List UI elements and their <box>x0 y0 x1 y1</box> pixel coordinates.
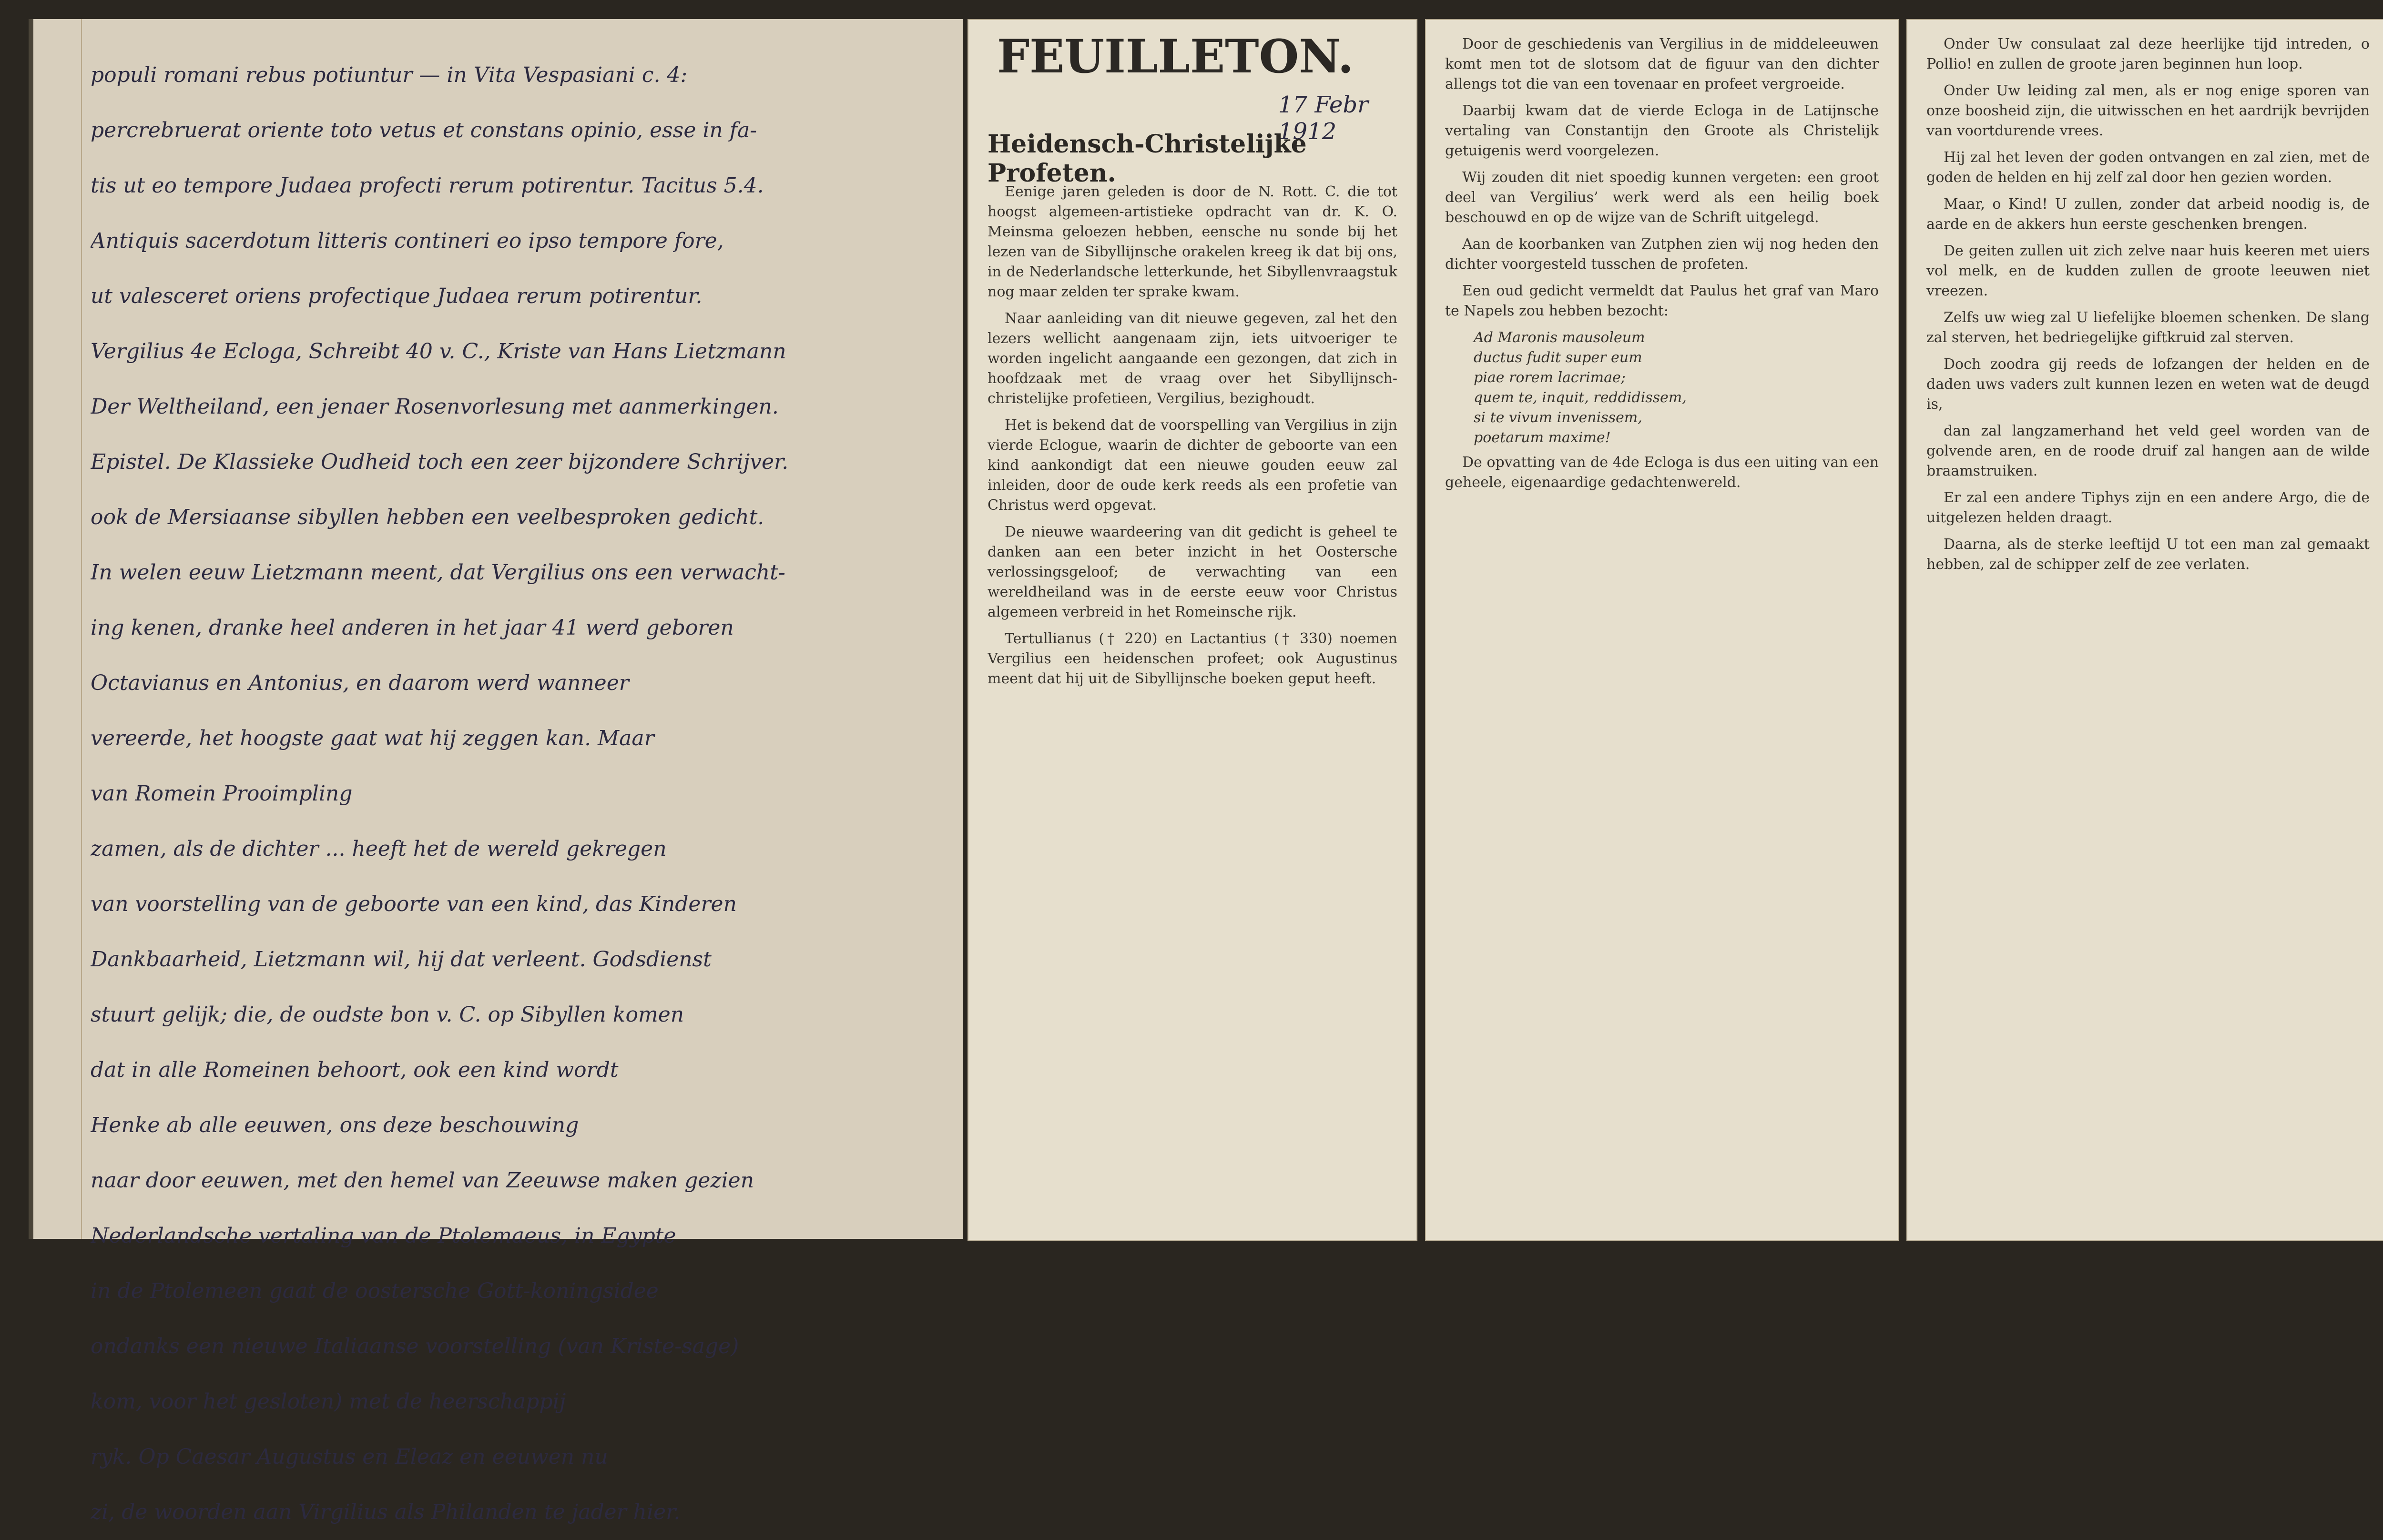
handwritten-line: tis ut eo tempore Judaea profecti rerum potirentur. Tacitus 5.4. <box>91 173 764 198</box>
paragraph: Doch zoodra gij reeds de lofzangen der helden en de daden uws vaders zult kunnen lezen en weten wat de deugd is, <box>1926 356 2370 413</box>
handwritten-line: vereerde, het hoogste gaat wat hij zeggen kan. Maar <box>91 726 654 750</box>
paragraph: Eenige jaren geleden is door de N. Rott. C. die tot hoogst algemeen-artistieke opdracht van dr. K. O. Meinsma geloezen hebben, eensche nu sonde bij het lezen van de Sibyllijnsche orakelen kreeg ik dat bij ons, in de Nederlandsche letterkunde, het Sibyllenvraagstuk nog maar zelden ter sprake kwam. <box>988 183 1397 300</box>
newspaper-clipping-2 <box>1425 19 1899 1241</box>
paragraph: De opvatting van de 4de Ecloga is dus een uiting van een geheele, eigenaardige gedachtenwereld. <box>1445 454 1879 491</box>
handwritten-line: Vergilius 4e Ecloga, Schreibt 40 v. C., Kriste van Hans Lietzmann <box>91 339 786 364</box>
handwritten-line: van voorstelling van de geboorte van een kind, das Kinderen <box>91 892 737 916</box>
verse-line: poetarum maxime! <box>1474 429 1611 446</box>
handwritten-line: dat in alle Romeinen behoort, ook een kind wordt <box>91 1058 619 1082</box>
verse-line: quem te, inquit, reddidissem, <box>1474 389 1687 406</box>
handwritten-line: Der Weltheiland, een jenaer Rosenvorlesung met aanmerkingen. <box>91 395 779 419</box>
handwritten-line: Epistel. De Klassieke Oudheid toch een zeer bijzondere Schrijver. <box>91 450 789 474</box>
paragraph: Zelfs uw wieg zal U liefelijke bloemen schenken. De slang zal sterven, het bedriegelijke giftkruid zal sterven. <box>1926 309 2370 346</box>
verse-line: Ad Maronis mausoleum <box>1474 329 1645 346</box>
handwritten-line: ondanks een nieuwe Italiaanse voorstelling (van Kriste-sage) <box>91 1334 739 1358</box>
article-column <box>1445 34 1879 1226</box>
newspaper-clipping-1 <box>967 19 1417 1241</box>
handwritten-line: ook de Mersiaanse sibyllen hebben een veelbesproken gedicht. <box>91 505 764 529</box>
paragraph: Er zal een andere Tiphys zijn en een andere Argo, die de uitgelezen helden draagt. <box>1926 489 2370 526</box>
article-column <box>988 182 1397 1230</box>
handwritten-line: naar door eeuwen, met den hemel van Zeeuwse maken gezien <box>91 1168 754 1193</box>
paragraph: Naar aanleiding van dit nieuwe gegeven, zal het den lezers wellicht aangenaam zijn, iets uitvoeriger te worden ingelicht aangaande een gezongen, dat zich in hoofdzaak met de vraag over het Sibyllijnsch-christelijke profetieen, Vergilius, bezighoudt. <box>988 310 1397 407</box>
newspaper-clipping-3 <box>1906 19 2383 1241</box>
paragraph: De nieuwe waardeering van dit gedicht is geheel te danken aan een beter inzicht in het Oostersche verlossingsgeloof; de verwachting van een wereldheiland was in de eerste eeuw voor Christus algemeen verbreid in het Romeinsche rijk. <box>988 524 1397 620</box>
paragraph: Het is bekend dat de voorspelling van Vergilius in zijn vierde Eclogue, waarin de dichter de geboorte van een kind aankondigt dat een nieuwe gouden eeuw zal inleiden, door de oude kerk reeds als een profetie van Christus werd opgevat. <box>988 417 1397 514</box>
paragraph: Onder Uw leiding zal men, als er nog enige sporen van onze boosheid zijn, die uitwisschen en het aardrijk bevrijden van voortdurende vrees. <box>1926 82 2370 139</box>
article-column <box>1926 34 2370 1226</box>
latin-verse <box>1474 328 1879 448</box>
verse-line: si te vivum invenissem, <box>1474 409 1642 426</box>
handwritten-line: percrebruerat oriente toto vetus et constans opinio, esse in fa- <box>91 118 757 142</box>
handwritten-line: stuurt gelijk; die, de oudste bon v. C. op Sibyllen komen <box>91 1003 684 1027</box>
paragraph: Aan de koorbanken van Zutphen zien wij nog heden den dichter voorgesteld tusschen de profeten. <box>1445 236 1879 273</box>
handwritten-line: populi romani rebus potiuntur — in Vita Vespasiani c. 4: <box>91 63 688 87</box>
handwritten-line: zi, de woorden aan Virgilius als Philanden te jader hier. <box>91 1500 681 1524</box>
paragraph: De geiten zullen uit zich zelve naar huis keeren met uiers vol melk, en de kudden zullen de groote leeuwen niet vreezen. <box>1926 243 2370 299</box>
paragraph: Wij zouden dit niet spoedig kunnen vergeten: een groot deel van Vergilius’ werk werd als een heilig boek beschouwd en op de wijze van de Schrift uitgelegd. <box>1445 169 1879 226</box>
handwritten-line: ryk. Op Caesar Augustus en Eleaz en eeuwen nu <box>91 1445 608 1469</box>
paragraph: Hij zal het leven der goden ontvangen en zal zien, met de goden de helden en hij zelf zal door hen gezien worden. <box>1926 149 2370 186</box>
handwritten-text <box>91 48 939 1540</box>
verse-line: ductus fudit super eum <box>1474 349 1642 366</box>
paragraph: Door de geschiedenis van Vergilius in de middeleeuwen komt men tot de slotsom dat de figuur van den dichter allengs tot die van een tovenaar en profeet vergroeide. <box>1445 36 1879 92</box>
paragraph: Tertullianus († 220) en Lactantius († 330) noemen Vergilius een heidenschen profeet; ook Augustinus meent dat hij uit de Sibyllijnsche boeken geput heeft. <box>988 630 1397 687</box>
paragraph: Een oud gedicht vermeldt dat Paulus het graf van Maro te Napels zou hebben bezocht: <box>1445 283 1879 319</box>
margin-rule <box>81 19 82 1239</box>
handwritten-line: ut valesceret oriens profectique Judaea rerum potirentur. <box>91 284 703 308</box>
handwritten-line: ing kenen, dranke heel anderen in het jaar 41 werd geboren <box>91 616 734 640</box>
handwritten-line: zamen, als de dichter ... heeft het de wereld gekregen <box>91 837 667 861</box>
handwritten-line: in de Ptolemeen gaat de oostersche Gott-koningsidee <box>91 1279 659 1303</box>
paragraph: Maar, o Kind! U zullen, zonder dat arbeid noodig is, de aarde en de akkers hun eerste geschenken brengen. <box>1926 196 2370 233</box>
handwritten-notebook-page <box>29 19 963 1524</box>
handwritten-line: Nederlandsche vertaling van de Ptolemaeus, in Egypte <box>91 1224 676 1248</box>
feuilleton-title: FEUILLETON. <box>997 30 1354 83</box>
article-subtitle: Heidensch-Christelijke Profeten. <box>988 130 1307 188</box>
handwritten-date: 17 Febr 1912 <box>1278 91 1369 145</box>
paragraph: Onder Uw consulaat zal deze heerlijke tijd intreden, o Pollio! en zullen de groote jaren beginnen hun loop. <box>1926 36 2370 72</box>
handwritten-line: Antiquis sacerdotum litteris contineri eo ipso tempore fore, <box>91 229 724 253</box>
handwritten-line: Dankbaarheid, Lietzmann wil, hij dat verleent. Godsdienst <box>91 947 712 972</box>
handwritten-line: kom, voor het gesloten) met de heerschappij <box>91 1389 566 1414</box>
paragraph: Daarbij kwam dat de vierde Ecloga in de Latijnsche vertaling van Constantijn den Groote als Christelijk getuigenis werd voorgelezen. <box>1445 102 1879 159</box>
paragraph: Daarna, als de sterke leeftijd U tot een man zal gemaakt hebben, zal de schipper zelf de zee verlaten. <box>1926 536 2370 573</box>
handwritten-line: Octavianus en Antonius, en daarom werd wanneer <box>91 671 629 695</box>
handwritten-line: In welen eeuw Lietzmann meent, dat Vergilius ons een verwacht- <box>91 560 785 585</box>
handwritten-line: Henke ab alle eeuwen, ons deze beschouwing <box>91 1113 579 1137</box>
paragraph: dan zal langzamerhand het veld geel worden van de golvende aren, en de roode druif zal hangen aan de wilde braamstruiken. <box>1926 423 2370 479</box>
handwritten-line: van Romein Prooimpling <box>91 781 353 806</box>
verse-line: piae rorem lacrimae; <box>1474 369 1626 386</box>
